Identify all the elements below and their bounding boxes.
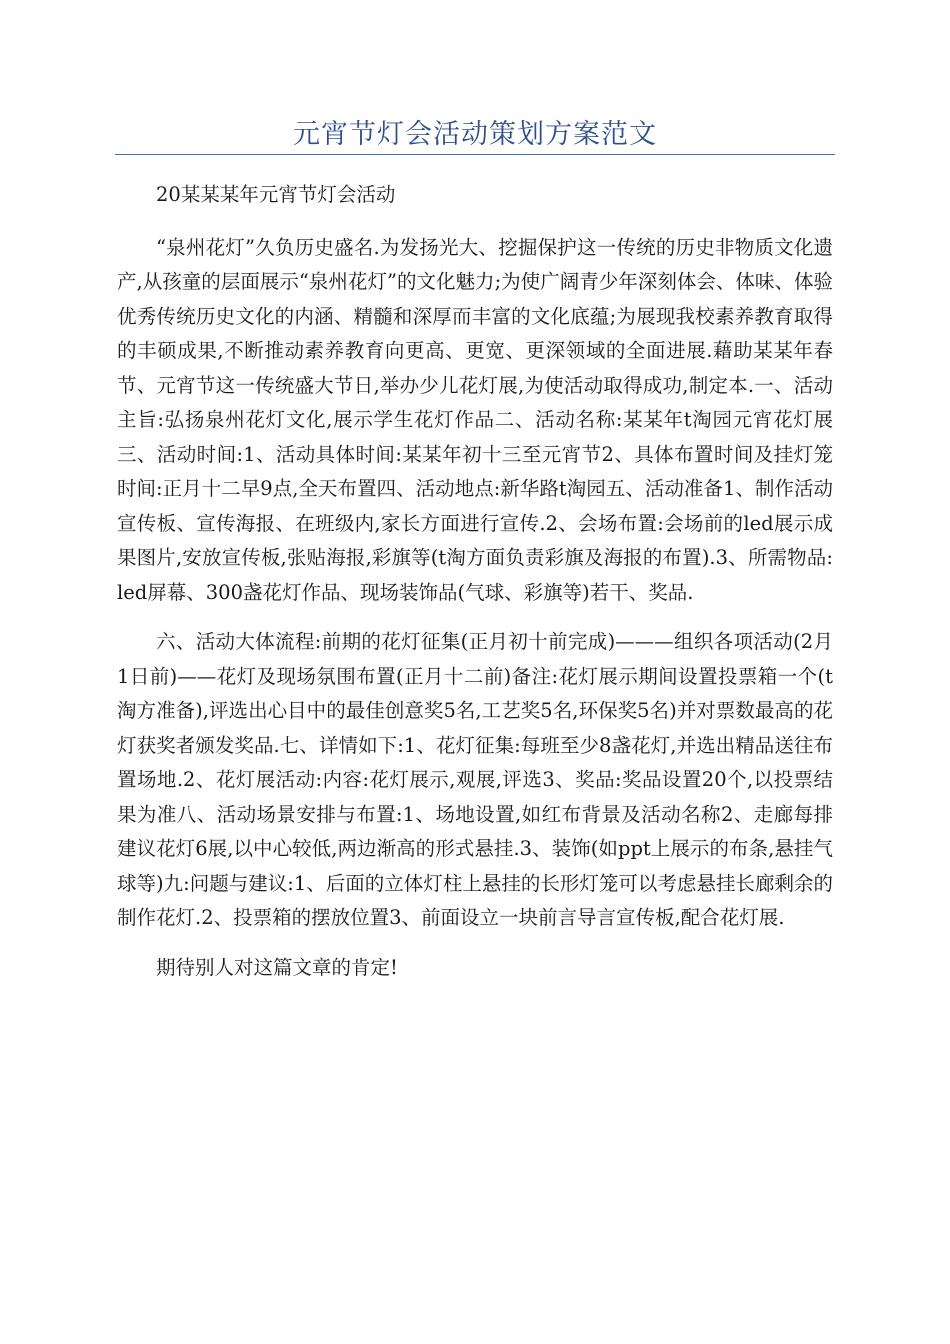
- title-underline: [115, 154, 835, 155]
- paragraph-introduction: “泉州花灯”久负历史盛名.为发扬光大、挖掘保护这一传统的历史非物质文化遗产,从孩童的层面展示“泉州花灯”的文化魅力;为使广阔青少年深刻体会、体味、体验优秀传统历史文化的内涵、精髓和深厚而丰富的文化底蕴;为展现我校素养教育取得的丰硕成果,不断推动素养教育向更高、更宽、更深领域的全面进展.藉助某某年春节、元宵节这一传统盛大节日,举办少儿花灯展,为使活动取得成功,制定本.一、活动主旨:弘扬泉州花灯文化,展示学生花灯作品二、活动名称:某某年t淘园元宵花灯展三、活动时间:1、活动具体时间:某某年初十三至元宵节2、具体布置时间及挂灯笼时间:正月十二早9点,全天布置四、活动地点:新华路t淘园五、活动准备1、制作活动宣传板、宣传海报、在班级内,家长方面进行宣传.2、会场布置:会场前的led展示成果图片,安放宣传板,张贴海报,彩旗等(t淘方面负责彩旗及海报的布置).3、所需物品:led屏幕、300盏花灯作品、现场装饰品(气球、彩旗等)若干、奖品.: [117, 235, 833, 604]
- paragraph-event-name: 20某某某年元宵节灯会活动: [156, 183, 396, 206]
- paragraph-closing: 期待别人对这篇文章的肯定!: [156, 955, 398, 979]
- paragraph-process: 六、活动大体流程:前期的花灯征集(正月初十前完成)———组织各项活动(2月1日前)——花灯及现场氛围布置(正月十二前)备注:花灯展示期间设置投票箱一个(t淘方准备),评选出心目中的最佳创意奖5名,工艺奖5名,环保奖5名)并对票数最高的花灯获奖者颁发奖品.七、详情如下:1、花灯征集:每班至少8盏花灯,并选出精品送往布置场地.2、花灯展活动:内容:花灯展示,观展,评选3、奖品:奖品设置20个,以投票结果为准八、活动场景安排与布置:1、场地设置,如红布背景及活动名称2、走廊每排建议花灯6展,以中心较低,两边渐高的形式悬挂.3、装饰(如ppt上展示的布条,悬挂气球等)九:问题与建议:1、后面的立体灯柱上悬挂的长形灯笼可以考虑悬挂长廊剩余的制作花灯.2、投票箱的摆放位置3、前面设立一块前言导言宣传板,配合花灯展.: [117, 630, 833, 929]
- document-title: 元宵节灯会活动策划方案范文: [293, 119, 657, 150]
- document-body: [117, 178, 833, 1000]
